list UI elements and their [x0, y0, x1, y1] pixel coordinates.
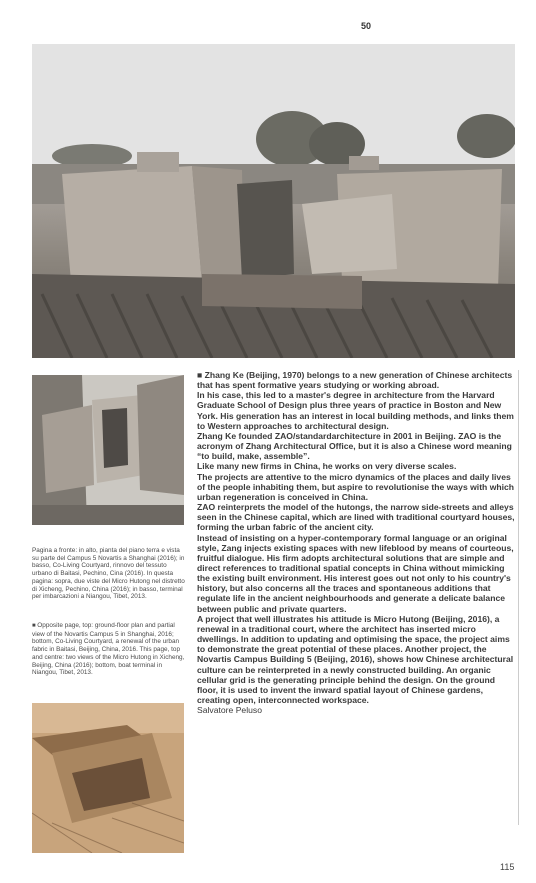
article-paragraph: Instead of insisting on a hyper-contemporary formal language or an original style, Zang injects existing spaces with new lifeblood by means of courteous, fruitful dialogue. His firm adopts architectural solutions that are simple and direct references to traditional spatial concepts in China without mimicking the existing built environment. His interest goes out not only to his country's history, but also concerns all the traces and spontaneous additions that regulate life in the ancient neighbourhoods and generate a delicate balance between public and private quarters. [197, 532, 514, 614]
hero-photo [32, 44, 515, 358]
page-number-bottom: 115 [500, 862, 515, 872]
boat-terminal-image [32, 703, 184, 853]
author-name: Salvatore Peluso [197, 705, 262, 716]
caption-english-text: Opposite page, top: ground-floor plan and partial view of the Novartis Campus 5 in Shanghai, 2016; bottom, Co-Living Courtyard, a renewal of the urban fabric in Baitasi, Beijing, China, 2016. This page, top and centre: two views of the Micro Hutong in Xicheng, Beijing, China (2016); bottom, boat terminal in Niangou, Tibet, 2013. [32, 622, 185, 677]
article-paragraph: Like many new firms in China, he works on very diverse scales. [197, 461, 457, 472]
caption-italian: Pagina a fronte: in alto, pianta del piano terra e vista su parte del Campus 5 Novartis a Shanghai (2016); in basso, Co-Living Courtyard, rinnovo del tessuto urbano di Baitasi, Pechino, Cina (2016). In questa pagina: sopra, due viste del Micro Hutong nel distretto di Xicheng, Pechino, China (2016); in basso, terminal per imbarcazioni a Niangou, Tibet, 2013. [32, 547, 185, 601]
article-paragraph: In his case, this led to a master's degree in architecture from the Harvard Graduate School of Design plus three years of practice in Boston and New York. His generation has an interest in local building methods, and links them to Western approaches to architectural design. [197, 390, 514, 431]
article-paragraph: A project that well illustrates his attitude is Micro Hutong (Beijing, 2016), a renewal in a traditional court, where the architect has inserted micro dwellings. In addition to updating and optimising the space, the project aims to demonstrate the great potential of these places. Another project, the Novartis Campus Building 5 (Beijing, 2016), shows how Chinese architectural culture can be reinterpreted in a newly constructed building. An organic cellular grid is the generating principle behind the design. On the ground floor, it is used to invent the inward spatial layout of Chinese gardens, creating open, interconnected workspace. [197, 613, 514, 705]
caption-english [32, 622, 186, 677]
article-paragraph: ZAO reinterprets the model of the hutongs, the narrow side-streets and alleys seen in the Chinese capital, which are lined with traditional courtyard houses, forming the urban fabric of the ancient city. [197, 502, 515, 533]
column-divider [518, 370, 519, 825]
article-body [197, 370, 517, 715]
micro-hutong-interior-image [32, 375, 184, 525]
article-paragraph: The projects are attentive to the micro dynamics of the places and daily lives of the people inhabiting them, but aspire to revolutionise the ways with which urban regeneration is conceived in China. [197, 471, 515, 502]
bullet-icon: ■ [32, 623, 38, 629]
article-paragraph [197, 370, 517, 390]
micro-hutong-rooftop-image [32, 44, 515, 358]
boat-terminal-photo [32, 703, 184, 853]
page-number-top: 50 [361, 21, 372, 31]
article-paragraph: Zhang Ke founded ZAO/standardarchitecture in 2001 in Beijing. ZAO is the acronym of Zhang Architectural Office, but it is also a Chinese word meaning “to build, make, assemble”. [197, 430, 512, 462]
bullet-icon: ■ [197, 370, 205, 380]
micro-hutong-interior-photo [32, 375, 184, 525]
article-intro: Zhang Ke (Beijing, 1970) belongs to a new generation of Chinese architects that has spent formative years studying or working abroad. [197, 370, 513, 391]
